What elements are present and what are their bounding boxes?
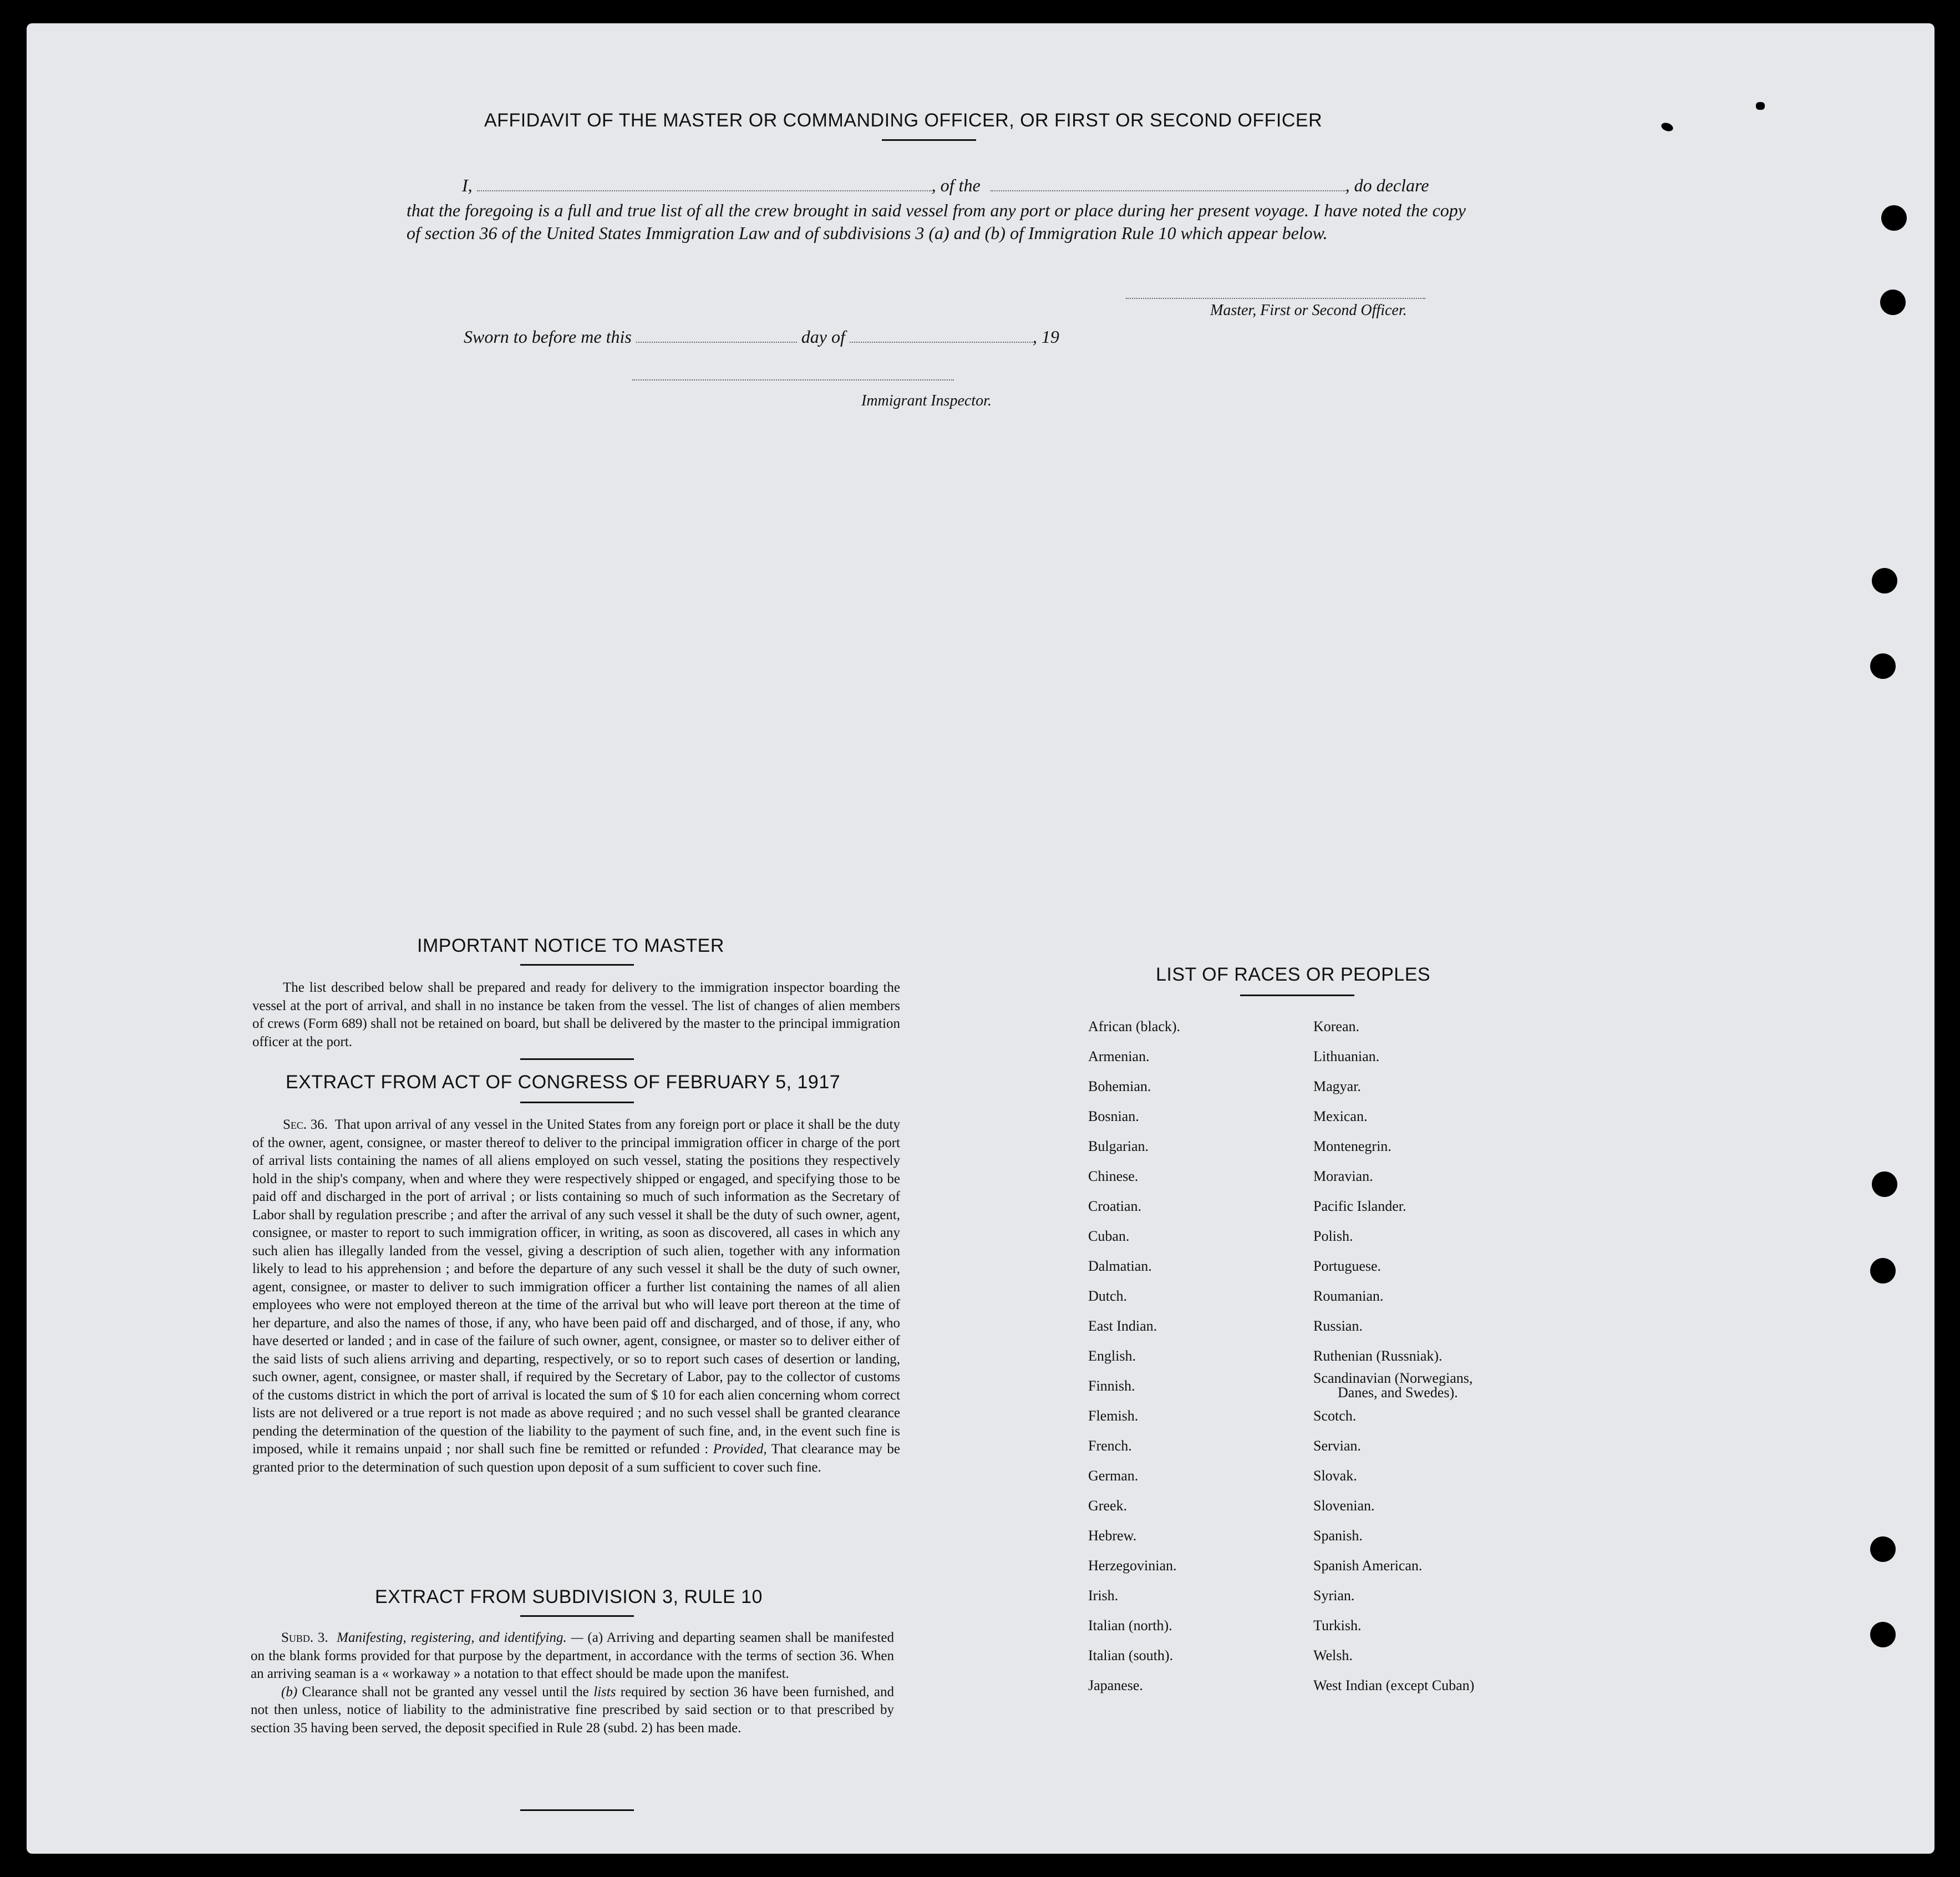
race-label: Flemish. (1088, 1408, 1139, 1424)
race-item (1088, 1677, 1143, 1694)
race-item (1088, 1558, 1177, 1574)
of-the-label: , of the (931, 175, 981, 195)
race-label: Portuguese. (1313, 1258, 1382, 1274)
race-item (1088, 1168, 1138, 1185)
race-label: African (black). (1088, 1018, 1181, 1034)
race-item (1088, 1378, 1135, 1394)
declaration-text: that the foregoing is a full and true list of all the crew brought in said vessel from any port or place during her present voyage. I have noted the copy of section 36 of the United States Immigration Law and of subdivisions 3 (a) and (b) of Immigration Rule 10 which appear below. (407, 200, 1466, 243)
race-label: Turkish. (1313, 1617, 1362, 1634)
race-item (1313, 1348, 1443, 1364)
race-item (1088, 1198, 1141, 1215)
ink-speck (1756, 102, 1765, 110)
race-label: Finnish. (1088, 1378, 1135, 1394)
races-title-underline (1240, 995, 1354, 996)
race-label: Montenegrin. (1313, 1138, 1392, 1154)
do-declare-label: , do declare (1345, 175, 1429, 195)
race-label: Croatian. (1088, 1198, 1142, 1214)
binder-hole (1870, 1622, 1896, 1647)
rule-divider (520, 1809, 634, 1811)
act-title-underline (520, 1102, 634, 1103)
race-label: Servian. (1313, 1438, 1361, 1454)
year-label: , 19 (1032, 327, 1059, 347)
race-item (1313, 1288, 1383, 1305)
race-item (1313, 1647, 1353, 1664)
race-item (1313, 1677, 1474, 1694)
race-label: Magyar. (1313, 1078, 1361, 1094)
race-item (1088, 1468, 1138, 1484)
race-item (1088, 1348, 1136, 1364)
i-label: I, (462, 175, 473, 195)
notice-title: IMPORTANT NOTICE TO MASTER (417, 935, 724, 956)
race-label: Roumanian. (1313, 1288, 1384, 1304)
race-label: Ruthenian (Russniak). (1313, 1348, 1443, 1364)
race-item (1088, 1587, 1118, 1604)
b-text-1: Clearance shall not be granted any vessel until the (302, 1684, 589, 1700)
rule-title: EXTRACT FROM SUBDIVISION 3, RULE 10 (375, 1586, 763, 1607)
section-label: Sec. 36. (283, 1117, 328, 1132)
subd-heading: Manifesting, registering, and identifying. — (337, 1630, 583, 1645)
race-item (1088, 1408, 1138, 1424)
race-item (1313, 1528, 1363, 1544)
race-item (1313, 1617, 1361, 1634)
race-label: English. (1088, 1348, 1136, 1364)
binder-hole (1870, 1258, 1896, 1284)
race-label: Lithuanian. (1313, 1048, 1380, 1064)
race-item (1313, 1108, 1367, 1125)
master-signature-label: Master, First or Second Officer. (1210, 302, 1407, 319)
race-item (1088, 1228, 1129, 1245)
vessel-name-field[interactable] (991, 190, 1345, 191)
race-item (1313, 1318, 1363, 1335)
notice-title-underline (520, 964, 634, 966)
race-label: Armenian. (1088, 1048, 1150, 1064)
a-label: (a) (587, 1630, 603, 1645)
race-label: Dutch. (1088, 1288, 1128, 1304)
race-item (1088, 1258, 1152, 1275)
race-label: Bulgarian. (1088, 1138, 1149, 1154)
b-label: (b) (281, 1684, 298, 1700)
race-label: Spanish American. (1313, 1558, 1423, 1574)
race-label: Herzegovinian. (1088, 1558, 1177, 1574)
race-label: Irish. (1088, 1587, 1119, 1604)
race-item (1313, 1558, 1422, 1574)
races-title: LIST OF RACES OR PEOPLES (1156, 964, 1431, 985)
race-item (1088, 1647, 1173, 1664)
race-label: Bohemian. (1088, 1078, 1151, 1094)
race-item (1313, 1138, 1392, 1155)
act-paragraph-end: That clearance may be granted prior to the determination of such question upon deposit of a sum sufficient to cover such fine. (252, 1442, 900, 1475)
binder-hole (1881, 205, 1907, 231)
binder-hole (1880, 290, 1906, 315)
binder-hole (1870, 1536, 1896, 1562)
document-page (27, 23, 1934, 1854)
master-signature-field[interactable] (1126, 298, 1425, 299)
binder-hole (1872, 568, 1897, 593)
race-item (1088, 1617, 1172, 1634)
act-text (252, 1116, 900, 1477)
race-label: Moravian. (1313, 1168, 1373, 1184)
race-item (1313, 1018, 1359, 1035)
race-item (1313, 1371, 1472, 1400)
race-label: Scotch. (1313, 1408, 1357, 1424)
b-text-2: required by section 36 have been furnished, and not then unless, notice of liability to the administrative fine prescribed by said section or to that prescribed by section 35 having been served, the deposit specified in Rule 28 (subd. 2) has been made. (251, 1684, 894, 1736)
inspector-label: Immigrant Inspector. (861, 392, 992, 409)
race-item (1313, 1048, 1379, 1065)
race-item (1313, 1468, 1357, 1484)
race-item (1313, 1438, 1361, 1454)
act-title: EXTRACT FROM ACT OF CONGRESS OF FEBRUARY 5, 1917 (286, 1072, 841, 1093)
binder-hole (1872, 1171, 1897, 1197)
sworn-line (464, 327, 1059, 347)
race-label: Russian. (1313, 1318, 1363, 1334)
race-label: Welsh. (1313, 1647, 1353, 1663)
race-label: Dalmatian. (1088, 1258, 1152, 1274)
race-label: Polish. (1313, 1228, 1353, 1244)
notice-divider (520, 1058, 634, 1060)
inspector-signature-field[interactable] (632, 379, 954, 381)
race-item (1088, 1018, 1180, 1035)
race-item (1313, 1258, 1381, 1275)
subd-label: Subd. 3. (281, 1630, 328, 1645)
race-item (1313, 1587, 1354, 1604)
race-label: Chinese. (1088, 1168, 1139, 1184)
race-item (1088, 1138, 1149, 1155)
race-item (1088, 1288, 1127, 1305)
race-label: Japanese. (1088, 1677, 1143, 1693)
race-label: Italian (north). (1088, 1617, 1172, 1634)
race-label: Scandinavian (Norwegians, (1313, 1370, 1473, 1386)
race-label: Cuban. (1088, 1228, 1130, 1244)
notice-paragraph: The list described below shall be prepared and ready for delivery to the immigration inspector boarding the vessel at the port of arrival, and shall in no instance be taken from the vessel. The list of changes of alien members of crews (Form 689) shall not be retained on board, but shall be delivered by the master to the principal immigration officer at the port. (252, 980, 900, 1049)
race-item (1088, 1528, 1136, 1544)
race-label: Italian (south). (1088, 1647, 1174, 1663)
sworn-label: Sworn to before me this (464, 327, 632, 347)
a-text: Arriving and departing seamen shall be manifested on the blank forms provided for that purpose by the department, in accordance with the terms of section 36. When an arriving seaman is a « workaway » a notation to that effect should be made upon the manifest. (251, 1630, 894, 1681)
sworn-day-field[interactable] (636, 342, 797, 343)
declarant-line (462, 175, 1429, 196)
race-label: Slovak. (1313, 1468, 1357, 1484)
title-underline (882, 139, 976, 141)
race-item (1088, 1318, 1157, 1335)
race-label: Korean. (1313, 1018, 1360, 1034)
race-item (1088, 1438, 1132, 1454)
race-item (1313, 1198, 1406, 1215)
race-item (1313, 1408, 1356, 1424)
race-item (1088, 1108, 1139, 1125)
race-label: West Indian (except Cuban) (1313, 1677, 1475, 1693)
sworn-month-field[interactable] (850, 342, 1033, 343)
race-item (1088, 1048, 1149, 1065)
race-label: Bosnian. (1088, 1108, 1139, 1124)
affidavit-title: AFFIDAVIT OF THE MASTER OR COMMANDING OFFICER, OR FIRST OR SECOND OFFICER (484, 110, 1323, 131)
rule-title-underline (520, 1615, 634, 1617)
declarant-name-field[interactable] (477, 190, 932, 191)
binder-hole (1870, 653, 1896, 679)
race-label: French. (1088, 1438, 1132, 1454)
race-label: Mexican. (1313, 1108, 1368, 1124)
race-item (1313, 1078, 1361, 1095)
act-paragraph: That upon arrival of any vessel in the United States from any foreign port or place it shall be the duty of the owner, agent, consignee, or master thereof to deliver to the principal immigration officer in charge of the port of arrival lists containing the names of all aliens employed on such vessel, stating the positions they respectively hold in the ship's company, when and where they were respectively shipped or engaged, and specifying those to be paid off and discharged in the port of arrival ; or lists containing so much of such information as the Secretary of Labor shall by regulation prescribe ; and after the arrival of any such vessel it shall be the duty of such owner, agent, consignee, or master to report to such immigration officer, in writing, as soon as discovered, all cases in which any such alien has illegally landed from the vessel, giving a description of such alien, together with any information likely to lead to his apprehension ; and before the departure of any such vessel it shall be the duty of such owner, agent, consignee, or master to deliver to such immigration officer a further list containing the names of all alien employees who were not employed thereon at the time of the arrival but who will leave port thereon at the time of her departure, and also the names of those, if any, who have been paid off and discharged, and of those, if any, who have deserted or landed ; and in case of the failure of such owner, agent, consignee, or master so to deliver either of the said lists of such aliens arriving and departing, respectively, or so to report such cases of desertion or landing, such owner, agent, consignee, or master shall, if required by the Secretary of Labor, pay to the collector of customs of the customs district in which the port of arrival is located the sum of $ 10 for each alien concerning whom correct lists are not delivered or a true report is not made as above required ; and no such vessel shall be granted clearance pending the determination of the question of the liability to the payment of such fine, and, in the event such fine is imposed, while it remains unpaid ; nor shall such fine be remitted or refunded : (252, 1117, 900, 1457)
race-label: Hebrew. (1088, 1528, 1137, 1544)
provided-label: Provided, (713, 1442, 767, 1457)
notice-text (252, 979, 900, 1051)
day-of-label: day of (801, 327, 845, 347)
race-label: Spanish. (1313, 1528, 1363, 1544)
rule-text (251, 1629, 894, 1737)
race-label: Syrian. (1313, 1587, 1355, 1604)
race-item (1088, 1078, 1151, 1095)
race-item (1313, 1228, 1353, 1245)
race-label: Pacific Islander. (1313, 1198, 1406, 1214)
b-lists: lists (593, 1684, 616, 1700)
race-label: German. (1088, 1468, 1139, 1484)
race-item (1088, 1498, 1127, 1514)
race-label-continued: Danes, and Swedes). (1338, 1384, 1458, 1401)
race-label: Greek. (1088, 1498, 1128, 1514)
race-item (1313, 1498, 1375, 1514)
race-item (1313, 1168, 1373, 1185)
race-label: East Indian. (1088, 1318, 1157, 1334)
race-label: Slovenian. (1313, 1498, 1375, 1514)
